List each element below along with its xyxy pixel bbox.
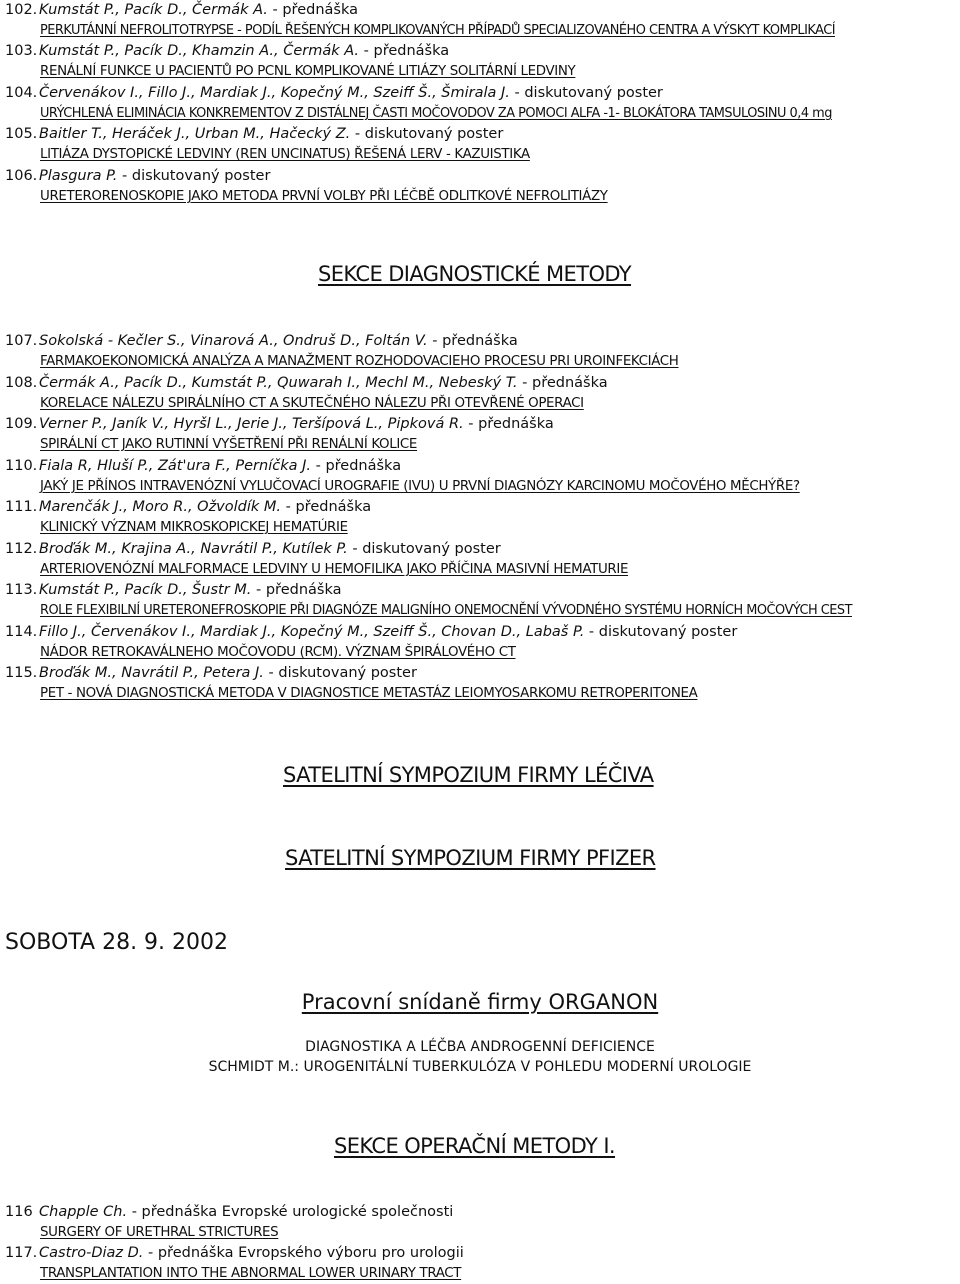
entry-number: 113. <box>5 582 38 598</box>
entry-title: ROLE FLEXIBILNÍ URETERONEFROSKOPIE PŘI DIAGNÓZE MALIGNÍHO ONEMOCNĚNÍ VÝVODNÉHO SYSTÉMU HORNÍCH MOČOVÝCH CEST <box>40 603 852 618</box>
symposium-heading-leciva: SATELITNÍ SYMPOZIUM FIRMY LÉČIVA <box>283 763 654 787</box>
entry-type: - přednáška <box>359 43 450 59</box>
entry-title: LITIÁZA DYSTOPICKÉ LEDVINY (REN UNCINATUS) ŘEŠENÁ LERV - KAZUISTIKA <box>40 147 530 162</box>
entry-authors: Kumstát P., Pacík D., Čermák A. <box>39 2 268 18</box>
entry-authors: Broďák M., Navrátil P., Petera J. <box>39 665 264 681</box>
entry-type: - přednáška <box>463 416 554 432</box>
entry-type: - přednáška <box>251 582 342 598</box>
entry-authors: Castro-Diaz D. <box>39 1245 144 1261</box>
entry-number: 114. <box>5 624 38 640</box>
section-heading-operative: SEKCE OPERAČNÍ METODY I. <box>334 1134 616 1158</box>
entry-number: 115. <box>5 665 38 681</box>
entry-type: - diskutovaný poster <box>350 126 504 142</box>
entry-type: - diskutovaný poster <box>117 168 271 184</box>
entry-type: - přednáška <box>281 499 372 515</box>
entry-title: KORELACE NÁLEZU SPIRÁLNÍHO CT A SKUTEČNÉHO NÁLEZU PŘI OTEVŘENÉ OPERACI <box>40 396 584 411</box>
entry-authors: Chapple Ch. <box>39 1204 128 1220</box>
entry-type: - přednáška <box>427 333 518 349</box>
entry-title: PET - NOVÁ DIAGNOSTICKÁ METODA V DIAGNOSTICE METASTÁZ LEIOMYOSARKOMU RETROPERITONEA <box>40 686 698 701</box>
entry-authors: Marenčák J., Moro R., Ožvoldík M. <box>39 499 282 515</box>
entry-number: 109. <box>5 416 38 432</box>
entry-authors: Čermák A., Pacík D., Kumstát P., Quwarah I., Mechl M., Nebeský T. <box>39 375 518 391</box>
entry-authors: Plasgura P. <box>39 168 118 184</box>
entry-type: - přednáška <box>517 375 608 391</box>
entry-title: FARMAKOEKONOMICKÁ ANALÝZA A MANAŽMENT ROZHODOVACIEHO PROCESU PRI UROINFEKCIÁCH <box>40 354 679 369</box>
entry-title: JAKÝ JE PŘÍNOS INTRAVENÓZNÍ VYLUČOVACÍ UROGRAFIE (IVU) U PRVNÍ DIAGNÓZY KARCINOMU MOČOVÉHO MĚCHÝŘE? <box>40 479 800 494</box>
section-heading-diagnostic: SEKCE DIAGNOSTICKÉ METODY <box>318 262 632 286</box>
entry-number: 106. <box>5 168 38 184</box>
entry-authors: Sokolská - Kečler S., Vinarová A., Ondruš D., Foltán V. <box>39 333 428 349</box>
entry-title: SURGERY OF URETHRAL STRICTURES <box>40 1225 279 1240</box>
entry-title: KLINICKÝ VÝZNAM MIKROSKOPICKEJ HEMATÚRIE <box>40 520 348 535</box>
entry-authors: Verner P., Janík V., Hyršl L., Jerie J., Teršípová L., Pipková R. <box>39 416 464 432</box>
entry-type: - přednáška Evropského výboru pro urologii <box>143 1245 464 1261</box>
entry-type: - diskutovaný poster <box>347 541 501 557</box>
entry-number: 117. <box>5 1245 38 1261</box>
breakfast-lecture: SCHMIDT M.: UROGENITÁLNÍ TUBERKULÓZA V POHLEDU MODERNÍ UROLOGIE <box>208 1059 752 1075</box>
breakfast-topic: DIAGNOSTIKA A LÉČBA ANDROGENNÍ DEFICIENCE <box>305 1039 655 1055</box>
entry-title: SPIRÁLNÍ CT JAKO RUTINNÍ VYŠETŘENÍ PŘI RENÁLNÍ KOLICE <box>40 437 418 452</box>
entry-number: 105. <box>5 126 38 142</box>
entry-number: 107. <box>5 333 38 349</box>
entry-number: 108. <box>5 375 38 391</box>
symposium-heading-pfizer: SATELITNÍ SYMPOZIUM FIRMY PFIZER <box>285 846 656 870</box>
entry-authors: Fiala R, Hluší P., Zát'ura F., Perníčka J. <box>39 458 311 474</box>
entry-authors: Fillo J., Červenákov I., Mardiak J., Kopečný M., Szeiff Š., Chovan D., Labaš P. <box>39 624 585 640</box>
entry-title: NÁDOR RETROKAVÁLNEHO MOČOVODU (RCM). VÝZNAM ŠPIRÁLOVÉHO CT <box>40 645 516 660</box>
entry-number: 111. <box>5 499 38 515</box>
entry-type: - přednáška <box>311 458 402 474</box>
entry-title: PERKUTÁNNÍ NEFROLITOTRYPSE - PODÍL ŘEŠENÝCH KOMPLIKOVANÝCH PŘÍPADŮ SPECIALIZOVANÉHO CENTRA A VÝSKYT KOMPLIKACÍ <box>40 23 836 38</box>
entry-number: 104. <box>5 85 38 101</box>
entry-title: ARTERIOVENÓZNÍ MALFORMACE LEDVINY U HEMOFILIKA JAKO PŘÍČINA MASIVNÍ HEMATURIE <box>40 562 629 577</box>
entry-type: - přednáška <box>267 2 358 18</box>
entry-number: 103. <box>5 43 38 59</box>
entry-authors: Kumstát P., Pacík D., Khamzin A., Čermák A. <box>39 43 360 59</box>
entry-number: 116 <box>5 1204 33 1220</box>
entry-authors: Broďák M., Krajina A., Navrátil P., Kutílek P. <box>39 541 348 557</box>
entry-number: 110. <box>5 458 38 474</box>
entry-title: URETERORENOSKOPIE JAKO METODA PRVNÍ VOLBY PŘI LÉČBĚ ODLITKOVÉ NEFROLITIÁZY <box>40 189 608 204</box>
entry-authors: Kumstát P., Pacík D., Šustr M. <box>39 582 252 598</box>
entry-type: - diskutovaný poster <box>509 85 663 101</box>
entry-title: URÝCHLENÁ ELIMINÁCIA KONKREMENTOV Z DISTÁLNEJ ČASTI MOČOVODOV ZA POMOCI ALFA -1- BLOKÁTORA TAMSULOSINU 0,4 mg <box>40 106 832 121</box>
entry-title: TRANSPLANTATION INTO THE ABNORMAL LOWER URINARY TRACT <box>40 1266 462 1281</box>
entry-authors: Baitler T., Heráček J., Urban M., Hačecký Z. <box>39 126 351 142</box>
entry-type: - přednáška Evropské urologické společnosti <box>127 1204 454 1220</box>
entry-authors: Červenákov I., Fillo J., Mardiak J., Kopečný M., Szeiff Š., Šmirala J. <box>39 85 510 101</box>
day-heading: SOBOTA 28. 9. 2002 <box>5 930 229 955</box>
entry-type: - diskutovaný poster <box>584 624 738 640</box>
entry-type: - diskutovaný poster <box>263 665 417 681</box>
breakfast-heading: Pracovní snídaně firmy ORGANON <box>301 990 659 1014</box>
entry-number: 102. <box>5 2 38 18</box>
entry-title: RENÁLNÍ FUNKCE U PACIENTŮ PO PCNL KOMPLIKOVANÉ LITIÁZY SOLITÁRNÍ LEDVINY <box>40 64 576 79</box>
entry-number: 112. <box>5 541 38 557</box>
